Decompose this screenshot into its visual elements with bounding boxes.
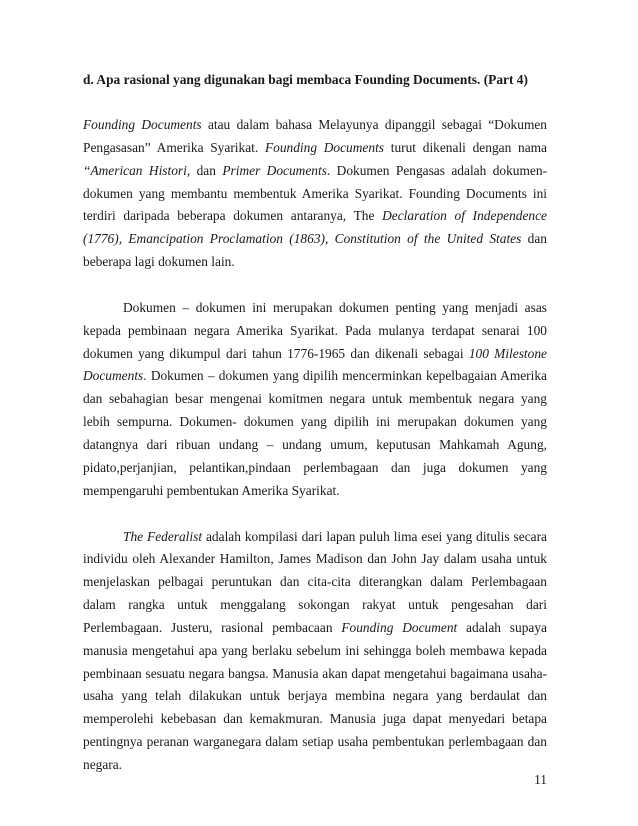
page-content — [83, 69, 547, 777]
paragraph-text: . Dokumen – dokumen yang dipilih mencerminkan kepelbagaian Amerika dan sebahagian besar mengenai komitmen negara untuk membentuk negara yang lebih sempurna. Dokumen- dokumen yang dipilih ini merupakan dokumen yang datangnya dari ribuan undang – undang umum, keputusan Mahkamah Agung, pidato,perjanjian, pelantikan,pindaan perlembagaan dan juga dokumen yang mempengaruhi pembentukan Amerika Syarikat. — [83, 368, 547, 498]
section-heading: d. Apa rasional yang digunakan bagi membaca Founding Documents. (Part 4) — [83, 72, 528, 87]
italic-term: Founding Documents — [264, 139, 384, 155]
italic-term: Declaration of Independence (1776), Emancipation Proclamation (1863), Constitution of the United States — [83, 208, 547, 247]
paragraph-text: adalah kompilasi dari lapan puluh lima esei yang ditulis secara individu oleh Alexander Hamilton, James Madison dan John Jay dalam usaha untuk menjelaskan pelbagai peruntukan dan cita-cita diterangkan dalam Perlembagaan dalam rangka untuk menggalang sokongan rakyat untuk pengesahan dari Perlembagaan. Justeru, rasional pembacaan — [83, 528, 547, 635]
paragraph-text: atau dalam bahasa Melayunya dipanggil sebagai “Dokumen Pengasasan” Amerika Syarikat. — [83, 117, 547, 155]
italic-term: Primer Documents — [222, 162, 327, 178]
italic-term: 100 Milestone Documents — [83, 345, 547, 384]
page-number: 11 — [534, 772, 547, 787]
paragraph-founding-documents — [83, 114, 547, 274]
italic-term: Founding Document — [341, 619, 458, 635]
paragraph-federalist — [83, 526, 547, 777]
paragraph-text: dan beberapa lagi dokumen lain. — [83, 231, 547, 270]
paragraph-text: Dokumen – dokumen ini merupakan dokumen penting yang menjadi asas kepada pembinaan negara Amerika Syarikat. Pada mulanya terdapat senarai 100 dokumen yang dikumpul dari tahun 1776-1965 dan dikenali sebagai — [83, 299, 547, 361]
paragraph-text: turut dikenali dengan nama — [384, 139, 548, 155]
italic-term: Founding Documents — [83, 117, 202, 132]
paragraph-text: . Dokumen Pengasas adalah dokumen-dokumen yang membantu membentuk Amerika Syarikat. Founding Documents ini terdiri daripada beberapa dokumen antaranya, The — [83, 162, 547, 224]
paragraph-milestone-documents — [83, 297, 547, 503]
paragraph-text: dan — [190, 162, 223, 178]
italic-term: The Federalist — [123, 528, 203, 544]
italic-term: “American Histori, — [83, 162, 191, 178]
paragraph-text: adalah supaya manusia mengetahui apa yang berlaku sebelum ini sehingga boleh membawa kepada pembinaan sesuatu negara bangsa. Manusia akan dapat mengetahui bagaimana usaha-usaha yang telah dilakukan untuk berjaya membina negara yang berdaulat dan memperolehi kebebasan dan kemakmuran. Manusia juga dapat menyedari betapa pentingnya peranan warganegara dalam setiap usaha pembentukan perlembagaan dan negara. — [83, 619, 547, 772]
